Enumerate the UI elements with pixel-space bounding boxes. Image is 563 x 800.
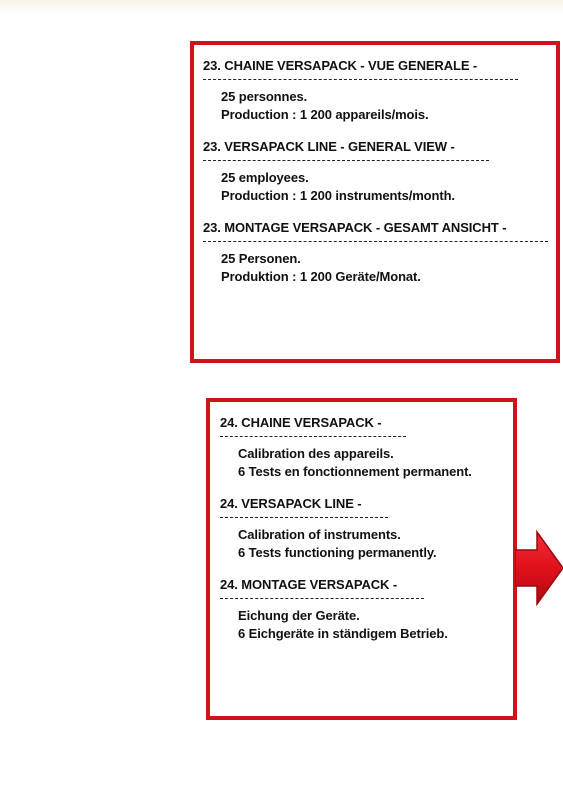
caption-24-german [220, 576, 503, 643]
caption-23-french [203, 57, 546, 124]
dashed-divider [220, 517, 388, 518]
caption-23-english [203, 138, 546, 205]
caption-24-fr-title: 24. CHAINE VERSAPACK - [220, 415, 382, 430]
caption-23-german [203, 219, 546, 286]
caption-23-en-line2: Production : 1 200 instruments/month. [221, 188, 455, 203]
caption-23-en-title: 23. VERSAPACK LINE - GENERAL VIEW - [203, 139, 455, 154]
caption-23-fr-line1: 25 personnes. [221, 89, 308, 104]
caption-23-fr-line2: Production : 1 200 appareils/mois. [221, 107, 429, 122]
caption-24-en-title: 24. VERSAPACK LINE - [220, 496, 362, 511]
dashed-divider [220, 436, 406, 437]
caption-24-english [220, 495, 503, 562]
top-edge-strip [0, 0, 563, 14]
dashed-divider [220, 598, 424, 599]
dashed-divider [203, 79, 518, 80]
caption-24-fr-line1: Calibration des appareils. [238, 446, 394, 461]
caption-23-de-line1: 25 Personen. [221, 251, 301, 266]
arrow-shape [515, 532, 563, 604]
caption-24-de-line2: 6 Eichgeräte in ständigem Betrieb. [238, 626, 448, 641]
caption-24-fr-line2: 6 Tests en fonctionnement permanent. [238, 464, 472, 479]
caption-24-en-line1: Calibration of instruments. [238, 527, 401, 542]
caption-box-24 [206, 398, 517, 720]
arrow-right-icon[interactable] [515, 528, 563, 608]
caption-23-de-title: 23. MONTAGE VERSAPACK - GESAMT ANSICHT - [203, 220, 507, 235]
dashed-divider [203, 160, 489, 161]
caption-24-en-line2: 6 Tests functioning permanently. [238, 545, 437, 560]
caption-24-french [220, 414, 503, 481]
caption-24-de-title: 24. MONTAGE VERSAPACK - [220, 577, 398, 592]
caption-24-de-line1: Eichung der Geräte. [238, 608, 360, 623]
dashed-divider [203, 241, 548, 242]
caption-23-de-line2: Produktion : 1 200 Geräte/Monat. [221, 269, 421, 284]
caption-box-23 [190, 41, 560, 363]
caption-23-fr-title: 23. CHAINE VERSAPACK - VUE GENERALE - [203, 58, 478, 73]
caption-23-en-line1: 25 employees. [221, 170, 309, 185]
